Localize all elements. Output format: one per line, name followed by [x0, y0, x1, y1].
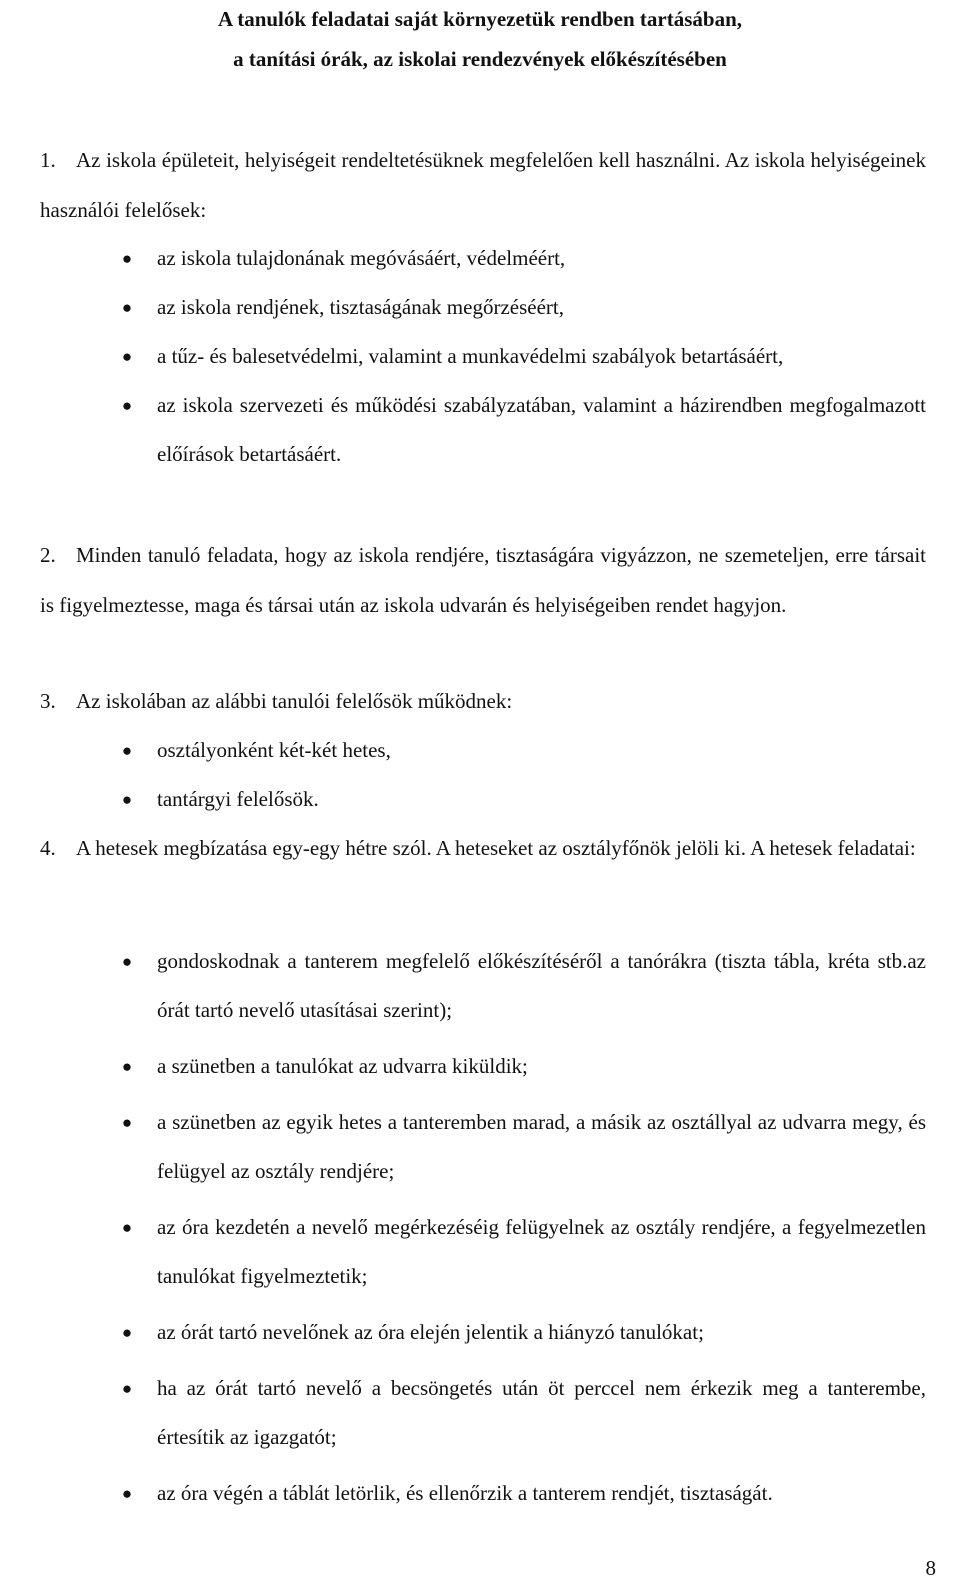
bullet-icon: ●: [121, 1484, 133, 1503]
list-item: [121, 1042, 926, 1091]
list-item-text: tantárgyi felelősök.: [157, 787, 319, 811]
section-4-paragraph: [40, 823, 926, 873]
list-item: [121, 1203, 926, 1301]
page-number: 8: [925, 1556, 936, 1580]
section-3-text: Az iskolában az alábbi tanulói felelősök működnek:: [76, 689, 513, 713]
bullet-icon: ●: [121, 1113, 133, 1132]
heading-line-2: a tanítási órák, az iskolai rendezvények előkészítésében: [233, 47, 727, 71]
section-4-number: 4.: [40, 836, 56, 860]
list-item-text: az iskola szervezeti és működési szabályzatában, valamint a házirendben megfogalmazott előírások betartásáért.: [157, 393, 926, 466]
bullet-icon: ●: [121, 790, 133, 809]
bullet-icon: ●: [121, 347, 133, 366]
list-item: [121, 1308, 926, 1357]
list-item-text: az iskola tulajdonának megóvásáért, védelméért,: [157, 246, 566, 270]
section-4-bullet-list: [0, 937, 960, 1518]
heading-line-1: A tanulók feladatai saját környezetük rendben tartásában,: [217, 7, 743, 31]
list-item: [121, 1469, 926, 1518]
list-item: [121, 332, 926, 381]
list-item: [121, 234, 926, 283]
list-item-text: gondoskodnak a tanterem megfelelő előkészítéséről a tanórákra (tiszta tábla, kréta stb.az órát tartó nevelő utasításai szerint);: [157, 949, 926, 1022]
list-item-text: ha az órát tartó nevelő a becsöngetés után öt perccel nem érkezik meg a tanterembe, értesítik az igazgatót;: [157, 1376, 926, 1449]
section-2-paragraph: [40, 530, 926, 630]
bullet-icon: ●: [121, 952, 133, 971]
list-item-text: az óra végén a táblát letörlik, és ellenőrzik a tanterem rendjét, tisztaságát.: [157, 1481, 773, 1505]
section-2-number: 2.: [40, 543, 56, 567]
bullet-icon: ●: [121, 1379, 133, 1398]
bullet-icon: ●: [121, 298, 133, 317]
bullet-icon: ●: [121, 741, 133, 760]
bullet-icon: ●: [121, 249, 133, 268]
list-item: [121, 1364, 926, 1462]
section-1-number: 1.: [40, 148, 56, 172]
list-item-text: a tűz- és balesetvédelmi, valamint a munkavédelmi szabályok betartásáért,: [157, 344, 784, 368]
section-3-paragraph: [40, 676, 926, 726]
list-item-text: a szünetben az egyik hetes a tanteremben marad, a másik az osztállyal az udvarra megy, és felügyel az osztály rendjére;: [157, 1110, 926, 1183]
section-2-text: Minden tanuló feladata, hogy az iskola rendjére, tisztaságára vigyázzon, ne szemeteljen, erre társait is figyelmeztesse, maga és társai után az iskola udvarán és helyiségeiben rendet hagyjon.: [40, 543, 926, 617]
list-item: [121, 1098, 926, 1196]
list-item-text: osztályonként két-két hetes,: [157, 738, 391, 762]
section-1-paragraph: [40, 135, 926, 235]
section-3-number: 3.: [40, 689, 56, 713]
list-item: [121, 937, 926, 1035]
list-item: [121, 726, 926, 775]
bullet-icon: ●: [121, 1323, 133, 1342]
section-3-bullet-list: [0, 726, 960, 824]
list-item: [121, 381, 926, 479]
list-item-text: az iskola rendjének, tisztaságának megőrzéséért,: [157, 295, 564, 319]
bullet-icon: ●: [121, 1218, 133, 1237]
bullet-icon: ●: [121, 396, 133, 415]
section-4-text: A hetesek megbízatása egy-egy hétre szól. A heteseket az osztályfőnök jelöli ki. A hetesek feladatai:: [76, 836, 916, 860]
section-1-bullet-list: [0, 234, 960, 479]
list-item-text: az óra kezdetén a nevelő megérkezéséig felügyelnek az osztály rendjére, a fegyelmezetlen tanulókat figyelmeztetik;: [157, 1215, 926, 1288]
list-item: [121, 775, 926, 824]
list-item: [121, 283, 926, 332]
list-item-text: a szünetben a tanulókat az udvarra kiküldik;: [157, 1054, 528, 1078]
bullet-icon: ●: [121, 1057, 133, 1076]
list-item-text: az órát tartó nevelőnek az óra elején jelentik a hiányzó tanulókat;: [157, 1320, 704, 1344]
section-1-text: Az iskola épületeit, helyiségeit rendeltetésüknek megfelelően kell használni. Az iskola helyiségeinek használói felelősek:: [40, 148, 926, 222]
